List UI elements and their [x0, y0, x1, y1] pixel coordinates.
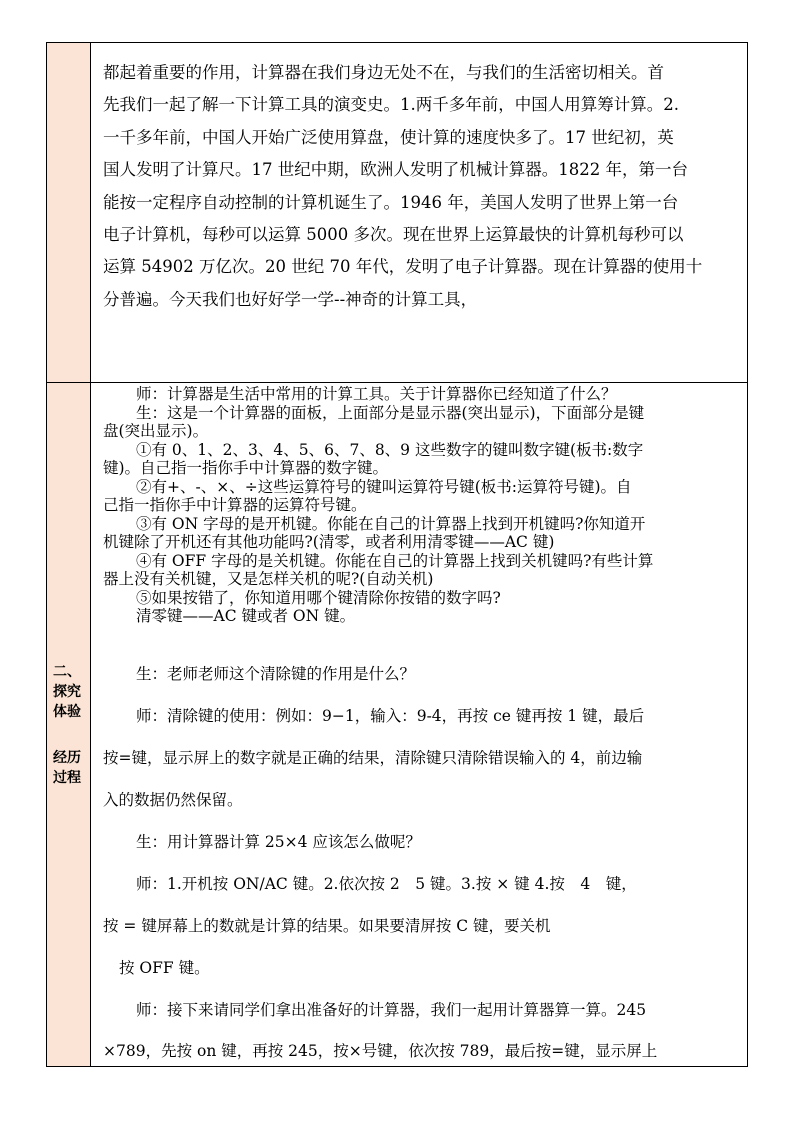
dialogue-line	[103, 833, 743, 852]
section-label-line: 二、	[53, 664, 81, 680]
dialogue-line	[103, 749, 743, 768]
dialogue-line	[103, 791, 743, 810]
text-line: 己指一指你手中计算器的运算符号键。	[103, 496, 367, 514]
text-line: 运算 54902 万亿次。20 世纪 70 年代，发明了电子计算器。现在计算器的使用十	[103, 257, 703, 277]
section-label-line: 过程	[53, 770, 81, 786]
text-line: 入的数据仍然保留。	[103, 791, 243, 809]
text-line: ④有 OFF 字母的是关机键。你能在自己的计算器上找到关机键吗?有些计算	[136, 551, 654, 570]
text-line: ①有 0、1、2、3、4、5、6、7、8、9 这些数字的键叫数字键(板书:数字	[136, 440, 644, 459]
text-line: ③有 ON 字母的是开机键。你能在自己的计算器上找到开机键吗?你知道开	[136, 514, 646, 533]
text-line: 生：老师老师这个清除键的作用是什么？	[136, 665, 416, 683]
text-line: 师：接下来请同学们拿出准备好的计算器，我们一起用计算器算一算。245	[136, 1001, 647, 1019]
text-line: 键)。自己指一指你手中计算器的数字键。	[103, 459, 389, 477]
text-line: 按 OFF 键。	[119, 959, 210, 977]
text-line: 电子计算机，每秒可以运算 5000 多次。现在世界上运算最快的计算机每秒可以	[103, 225, 684, 245]
text-line: 按 = 键屏幕上的数就是计算的结果。如果要清屏按 C 键，要关机	[103, 917, 551, 935]
dialogue-line	[103, 959, 743, 978]
row2-label-cell	[47, 382, 91, 1066]
text-line: 盘(突出显示)。	[103, 422, 209, 440]
section-label-line: 体验	[53, 704, 81, 720]
text-line: 都起着重要的作用，计算器在我们身边无处不在，与我们的生活密切相关。首	[103, 63, 664, 82]
text-line: 师：1.开机按 ON/AC 键。2.依次按 2 5 键。3.按 × 键 4.按 4 键，	[136, 875, 637, 893]
row1-label-cell	[47, 43, 91, 382]
dialogue-line	[103, 665, 743, 684]
history-paragraph	[103, 57, 743, 316]
dialogue-line	[103, 1001, 743, 1020]
dialogue-line	[103, 875, 743, 894]
dialogue-compact	[103, 385, 743, 626]
text-line: 生：用计算器计算 25×4 应该怎么做呢？	[136, 833, 421, 851]
row-divider	[47, 382, 747, 383]
text-line: 生：这是一个计算器的面板，上面部分是显示器(突出显示)，下面部分是键	[136, 403, 645, 422]
text-line: 能按一定程序自动控制的计算机诞生了。1946 年，美国人发明了世界上第一台	[103, 192, 679, 212]
text-line: 按=键，显示屏上的数字就是正确的结果，清除键只清除错误输入的 4，前边输	[103, 749, 643, 767]
section-label-line: 探究	[53, 684, 81, 700]
text-line: ×789，先按 on 键，再按 245，按×号键，依次按 789，最后按=键，显示屏上	[103, 1042, 658, 1060]
text-line: 机键除了开机还有其他功能吗?(清零，或者利用清零键——AC 键)	[103, 533, 555, 551]
text-line: 清零键——AC 键或者 ON 键。	[136, 607, 356, 625]
text-line: 师：清除键的使用：例如：9−1，输入：9-4，再按 ce 键再按 1 键，最后	[136, 707, 645, 725]
section-label-line: 经历	[53, 750, 81, 766]
text-line: 一千多年前，中国人开始广泛使用算盘，使计算的速度快多了。17 世纪初，英	[103, 127, 674, 147]
text-line: 国人发明了计算尺。17 世纪中期，欧洲人发明了机械计算器。1822 年，第一台	[103, 160, 688, 180]
dialogue-line	[103, 707, 743, 726]
text-line: 先我们一起了解一下计算工具的演变史。1.两千多年前，中国人用算筹计算。2.	[103, 95, 679, 115]
text-line: 分普遍。今天我们也好好学一学--神奇的计算工具，	[103, 289, 478, 309]
lesson-table	[46, 42, 748, 1067]
text-line: ⑤如果按错了，你知道用哪个键清除你按错的数字吗?	[136, 588, 501, 607]
text-line: ②有+、-、×、÷这些运算符号的键叫运算符号键(板书:运算符号键)。自	[136, 477, 632, 496]
text-line: 器上没有关机键，又是怎样关机的呢?(自动关机)	[103, 570, 434, 588]
dialogue-line	[103, 1042, 743, 1061]
text-line: 师：计算器是生活中常用的计算工具。关于计算器你已经知道了什么？	[136, 385, 617, 403]
dialogue-line	[103, 917, 743, 936]
